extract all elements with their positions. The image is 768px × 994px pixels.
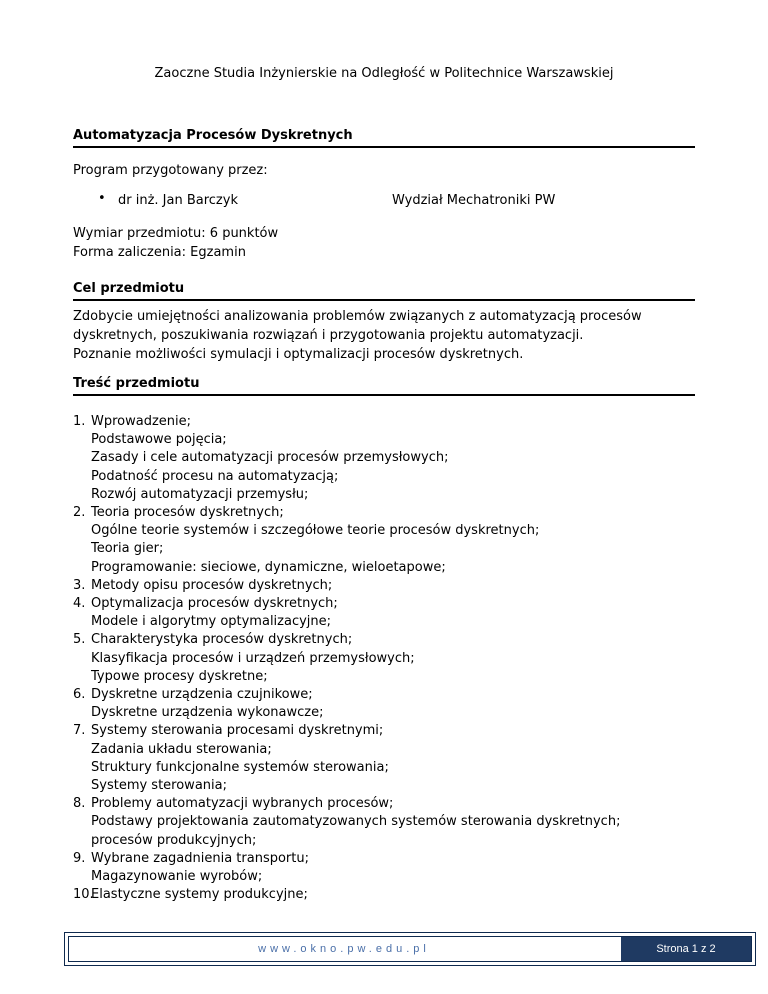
page-header-title: Zaoczne Studia Inżynierskie na Odległość w Politechnice Warszawskiej (154, 66, 614, 81)
author-name: dr inż. Jan Barczyk (118, 193, 238, 208)
content-item-number (73, 668, 91, 686)
content-item-text: Elastyczne systemy produkcyjne; (91, 887, 308, 903)
content-list (73, 413, 713, 904)
content-list-item (73, 686, 713, 704)
content-list-item (73, 413, 713, 431)
content-list-item (73, 486, 713, 504)
content-item-text: Problemy automatyzacji wybranych procesów; (91, 796, 394, 812)
content-list-item (73, 504, 713, 522)
content-item-number (73, 431, 91, 449)
content-list-item (73, 522, 713, 540)
course-scope: Wymiar przedmiotu: 6 punktów (73, 226, 279, 241)
content-item-number (73, 704, 91, 722)
content-item-text: Podstawowe pojęcia; (91, 432, 227, 448)
page-footer (64, 932, 756, 966)
content-item-text: Dyskretne urządzenia czujnikowe; (91, 687, 313, 703)
content-item-text: Zadania układu sterowania; (91, 741, 272, 757)
content-list-item (73, 759, 713, 777)
content-item-number: 2. (73, 505, 86, 521)
content-list-item (73, 741, 713, 759)
content-item-number (73, 759, 91, 777)
content-item-number (73, 741, 91, 759)
content-item-text: Zasady i cele automatyzacji procesów przemysłowych; (91, 450, 449, 466)
content-item-number (73, 468, 91, 486)
content-item-number (73, 650, 91, 668)
content-list-item (73, 559, 713, 577)
content-list-item (73, 886, 713, 904)
content-list-item (73, 431, 713, 449)
content-item-text: Podatność procesu na automatyzacją; (91, 468, 339, 484)
content-list-item (73, 595, 713, 613)
content-item-number (73, 540, 91, 558)
goal-line: Poznanie możliwości symulacji i optymalizacji procesów dyskretnych. (73, 347, 524, 362)
content-list-item (73, 704, 713, 722)
content-item-text: Klasyfikacja procesów i urządzeń przemysłowych; (91, 650, 415, 666)
content-item-number (73, 832, 91, 850)
content-item-number: 8. (73, 796, 86, 812)
content-list-item (73, 468, 713, 486)
content-list-item (73, 577, 713, 595)
content-item-number (73, 486, 91, 504)
content-item-text: Systemy sterowania; (91, 778, 227, 794)
course-assessment: Forma zaliczenia: Egzamin (73, 245, 246, 260)
content-item-number: 5. (73, 632, 86, 648)
content-item-text: Dyskretne urządzenia wykonawcze; (91, 705, 324, 721)
content-item-text: Struktury funkcjonalne systemów sterowania; (91, 759, 389, 775)
content-list-item (73, 832, 713, 850)
content-item-text: Systemy sterowania procesami dyskretnymi; (91, 723, 384, 739)
content-item-text: Rozwój automatyzacji przemysłu; (91, 486, 309, 502)
content-item-number: 1. (73, 414, 86, 429)
content-item-number (73, 522, 91, 540)
content-list-item (73, 868, 713, 886)
content-list-item (73, 650, 713, 668)
content-item-text: Programowanie: sieciowe, dynamiczne, wieloetapowe; (91, 559, 446, 575)
content-item-text: Ogólne teorie systemów i szczegółowe teorie procesów dyskretnych; (91, 523, 540, 539)
content-heading: Treść przedmiotu (73, 376, 695, 396)
bullet-icon: • (98, 191, 106, 206)
content-item-number (73, 868, 91, 886)
goal-line: dyskretnych, poszukiwania rozwiązań i przygotowania projektu automatyzacji. (73, 328, 584, 343)
content-item-text: Teoria procesów dyskretnych; (91, 505, 284, 521)
content-item-text: Teoria gier; (91, 541, 164, 557)
content-item-number: 4. (73, 596, 86, 612)
content-list-item (73, 850, 713, 868)
content-item-text: Charakterystyka procesów dyskretnych; (91, 632, 353, 648)
content-item-text: Wprowadzenie; (91, 414, 192, 429)
content-item-text: Typowe procesy dyskretne; (91, 668, 268, 684)
content-item-number (73, 449, 91, 467)
content-item-number (73, 777, 91, 795)
content-list-item (73, 631, 713, 649)
content-item-text: Modele i algorytmy optymalizacyjne; (91, 614, 332, 630)
content-list-item (73, 540, 713, 558)
content-item-number: 6. (73, 687, 86, 703)
content-list-item (73, 813, 713, 831)
content-item-text: procesów produkcyjnych; (91, 832, 257, 848)
content-list-item (73, 795, 713, 813)
content-item-number: 10. (73, 887, 94, 903)
goal-heading: Cel przedmiotu (73, 281, 695, 301)
content-item-text: Metody opisu procesów dyskretnych; (91, 577, 333, 593)
content-item-number (73, 613, 91, 631)
content-item-number (73, 813, 91, 831)
content-item-number (73, 559, 91, 577)
course-title: Automatyzacja Procesów Dyskretnych (73, 128, 695, 148)
footer-url: www.okno.pw.edu.pl (258, 943, 430, 955)
content-list-item (73, 777, 713, 795)
footer-frame (68, 936, 752, 962)
content-list-item (73, 449, 713, 467)
content-item-number: 9. (73, 850, 86, 866)
goal-paragraph (73, 307, 713, 364)
department-name: Wydział Mechatroniki PW (392, 193, 556, 208)
content-item-number: 3. (73, 577, 86, 593)
content-list-item (73, 613, 713, 631)
footer-page-number: Strona 1 z 2 (621, 937, 751, 961)
content-list-item (73, 668, 713, 686)
content-item-text: Magazynowanie wyrobów; (91, 869, 263, 885)
content-item-text: Wybrane zagadnienia transportu; (91, 850, 309, 866)
content-list-item (73, 722, 713, 740)
content-item-text: Optymalizacja procesów dyskretnych; (91, 596, 338, 612)
content-item-number: 7. (73, 723, 86, 739)
goal-line: Zdobycie umiejętności analizowania problemów związanych z automatyzacją procesów (73, 309, 642, 324)
prepared-by-label: Program przygotowany przez: (73, 163, 268, 178)
content-item-text: Podstawy projektowania zautomatyzowanych systemów sterowania dyskretnych; (91, 814, 621, 830)
